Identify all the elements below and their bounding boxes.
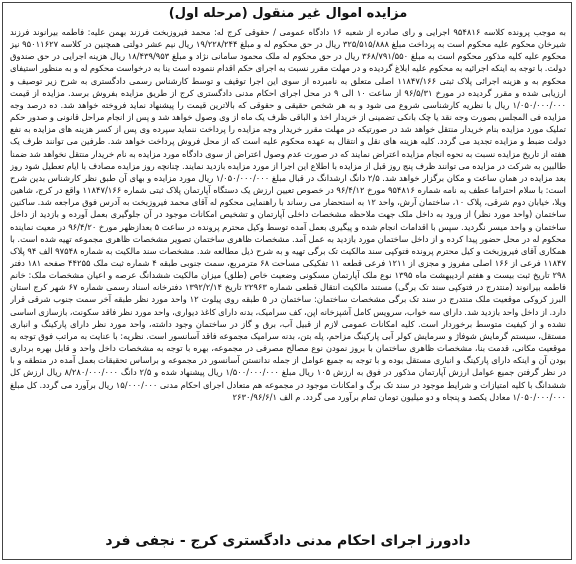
notice-body: به موجب پرونده کلاسه ۹۵۴۸۱۶ اجرایی و رای صادره از شعبه ۱۶ دادگاه عمومی / حقوقی کرج له: محمد فیروزبخت فرزند بهمن علیه: فاطمه بیرانوند فرزند شیرخان محکوم علیه محکوم است به پرداخت مبلغ ۳۲۵/۵۱۵/۸۸۸ ریال در حق محکوم له و مبلغ ۱۹/۲۲۸/۲۴۴ ریال نیم عشر دولتی همچنین در کلاسه ۹۵۰۱۱۶۲۷ نیز محکوم علیه کلیه مذکور محکوم است به مبلغ ۳۶۸/۷۹۱/۵۵۰ ریال در حق محکوم له ملک محمود سامانی نژاد و مبلغ ۱۸/۴۳۹/۹۵۳ ریال هزینه اجرایی در حق صندوق دولت. با توجه به اینکه اجرائیه به محکوم علیه ابلاغ گردیده و در مهلت مقرر نسبت به اجرای حکم اقدام ننموده است بنا به درخواست محکوم له و به منظور استیفای محکوم به و هزینه اجرائی پلاک ثبتی ۱۱۸۴۷/۱۶۶ اصلی متعلق به نامبرده از سوی این اجرا توقیف و توسط کارشناس رسمی دادگستری به شرح زیر توصیف و ارزیابی شده و مقرر گردیده در مورخ ۹۶/۵/۳۱ از ساعت ۱۰ الی ۹ در محل اجرای احکام مدنی دادگستری کرج از طریق مزایده بفروش برسد. مزایده از قیمت ۱/۰۵۰/۰۰۰/۰۰۰ ریال با نظریه کارشناسی شروع می شود و به هر شخص حقیقی و حقوقی که بالاترین قیمت را پیشنهاد نماید فروخته خواهد شد. ده درصد وجه مزایده فی المجلس بصورت وجه نقد یا چک بانکی تضمینی از خریدار اخذ و الباقی ظرف یک ماه از وی وصول خواهد شد و پس از انجام مراحل قانونی و صدور حکم تملیک مورد مزایده بنام خریدار منتقل خواهد شد در صورتیکه در مهلت مقرر خریدار وجه مزایده را پرداخت ننماید سپرده وی پس از کسر هزینه های مزایده به نفع دولت ضبط و مزایده تجدید می گردد. کلیه هزینه های نقل و انتقال به عهده محکوم علیه است که از محل فروش پرداخت خواهد شد. طرفین می توانند ظرف یک هفته از تاریخ مزایده نسبت به نحوه انجام مزایده اعتراض نمایند که در صورت عدم وصول اعتراض از سوی دادگاه مورد مزایده به نام خریدار منتقل نخواهد شد ضمنا طالبین به شرکت در مزایده می توانند ظرف پنج روز قبل از مزایده با اطلاع این اجرا از مورد مزایده بازدید نمایند. چنانچه روز مزایده مصادف با ایام تعطیل شود روز بعد مزایده در همان ساعت و مکان برگزار خواهد شد. ۲/۵ دانگ ارشدانگ در قبال مبلغ ۱/۰۵۰/۰۰۰/۰۰۰ ریال مورد مزایده و بهای آن طبق نظر کارشناس بدین شرح است: با سلام احتراما عطف به نامه شماره ۹۵۴۸۱۶ مورخ ۹۶/۴/۱۲ در خصوص تعیین ارزش یک دستگاه آپارتمان پلاک ثبتی شماره ۱۱۸۴۷/۱۶۶ واقع در کرج، شاهین ویلا، خیابان دوم شرقی، پلاک ۱۰، ساختمان آرش، واحد ۱۲ به استحضار می رساند با راهنمایی محکوم له آقای محمد فیروزبخت به آدرس فوق مراجعه شد. ساکنین ساختمان (واحد مورد نظر) از ورود به داخل ملک جهت ملاحظه مشخصات داخلی آپارتمان و تشخیص امکانات موجود در آن جلوگیری بعمل آورده و بازدید از داخل ساختمان و واحد میسر نگردید. سپس با اقدامات انجام شده و پیگیری بعمل آمده توسط وکیل محترم پرونده در ساعت ۵ بعدازظهر مورخ ۹۶/۴/۲۰ در معیت نماینده محکوم له در محل حضور پیدا کرده و از داخل ساختمان مورد بازدید به عمل آمد. مشخصات ظاهری ساختمان تصویر مشخصات ظاهری مجموعه تهیه شده است. با همکاری آقای فیروزبخت و کیل محترم پرونده فتوکپی سند مالکیت تک برگی تهیه و به شرح ذیل مطالعه شد. مشخصات سند مالکیت به شماره ۹۷۵۴۸ الف ۹۴ پلاک ۱۱۸۴۷ فرعی از ۱۶۶ اصلی مفروز و مجزی از ۱۲۱۱ فرعی قطعه ۱۱ تفکیکی مساحت ۶۸ مترمربع، سمت جنوبی طبقه ۴ شماره ثبت ملک ۴۴۲۵۵ صفحه ۱۸۱ دفتر ۲۹۸ تاریخ ثبت بیست و هفتم اردیبهشت ماه ۱۳۹۵ نوع ملک آپارتمان مسکونی وضعیت خاص (طلق) میزان مالکیت ششدانگ عرصه و اعیان مشخصات ملک: خانم فاطمه بیرانوند (منتدرج در فتوکپی سند تک برگی) مستند مالکیت انتقال قطعی شماره ۲۲۹۶۳ تاریخ ۱۳۹۲/۲/۱۴ دفترخانه اسناد رسمی شماره ۶۷ شهر کرج استان البرز کروکی موقعیت ملک منتدرج در سند تک برگی مشخصات ساختمان: ساختمان در ۵ طبقه روی پیلوت ۱۲ واحد مورد نظر طبقه آخر سمت جنوب شرقی قرار دارد. از داخل واحد بازدید شد. دارای سه خواب، سرویس کامل آشپزخانه اپن، کف سرامیک، بدنه دارای کاغذ دیواری، واحد مورد نظر فاقد سکونت، بازسازی اساسی نشده و از کیفیت متوسط برخوردار است. کلیه امکانات عمومی لازم از قبیل آب، برق و گاز در ساختمان وجود داشته، واحد مورد نظر دارای پارکینگ و انباری مستقل، سیستم گرمایش شوفاژ و سرمایش کولر آبی پارکینگ مزاحم، پله بتن، بدنه سرامیک مجموعه فاقد آسانسور است. نظریه: با عنایت به مراتب فوق توجه به موقعیت مکانی، قدمت بنا، مشخصات ظاهری ساختمان با بروز نمودن نوع مصالح مصرفی در مجموعه، بهره با توجه به مشخصات داخل واحد و قابل بهره برداری بودن آن و اینکه دارای پارکینگ و انباری مستقل بوده و با توجه به جمیع عوامل از جمله ندانستن آسانسور در مجموعه و براساس تحقیقات بعمل آمده در منطقه و با در نظر گرفتن جمیع عوامل ارزش آپارتمان مذکور در فوق به ارزش ۱۰۵ ریال مبلغ ۱/۵۰۰/۰۰۰/۰۰۰ ریال پیشنهاد شده و ۲/۵ دانگ ۸/۲۸۰/۰۰۰/۰۰۰ ریال ارزش کل ششدانگ با کلیه امتیازات و شرایط موجود در سند تک برگ و امکانات موجود در مجموعه هم متعادل اجرای احکام مدنی ۱۵/۰۰۰/۰۰۰ ریال برآورد می گردد. کل مبلغ ۱/۰۵۰/۰۰۰/۰۰۰ معادل یکصد و پنجاه و دو میلیون تومان تمام برآورد می گردد. م الف ۲۶۳۰/۹۶/۶/۱ bbox=[10, 27, 566, 402]
notice-signature: دادورز اجرای احکام مدنی دادگستری کرج - نجفی فرد bbox=[105, 533, 471, 549]
notice-title: مزایده اموال غیر منقول (مرحله اول) bbox=[168, 6, 408, 21]
